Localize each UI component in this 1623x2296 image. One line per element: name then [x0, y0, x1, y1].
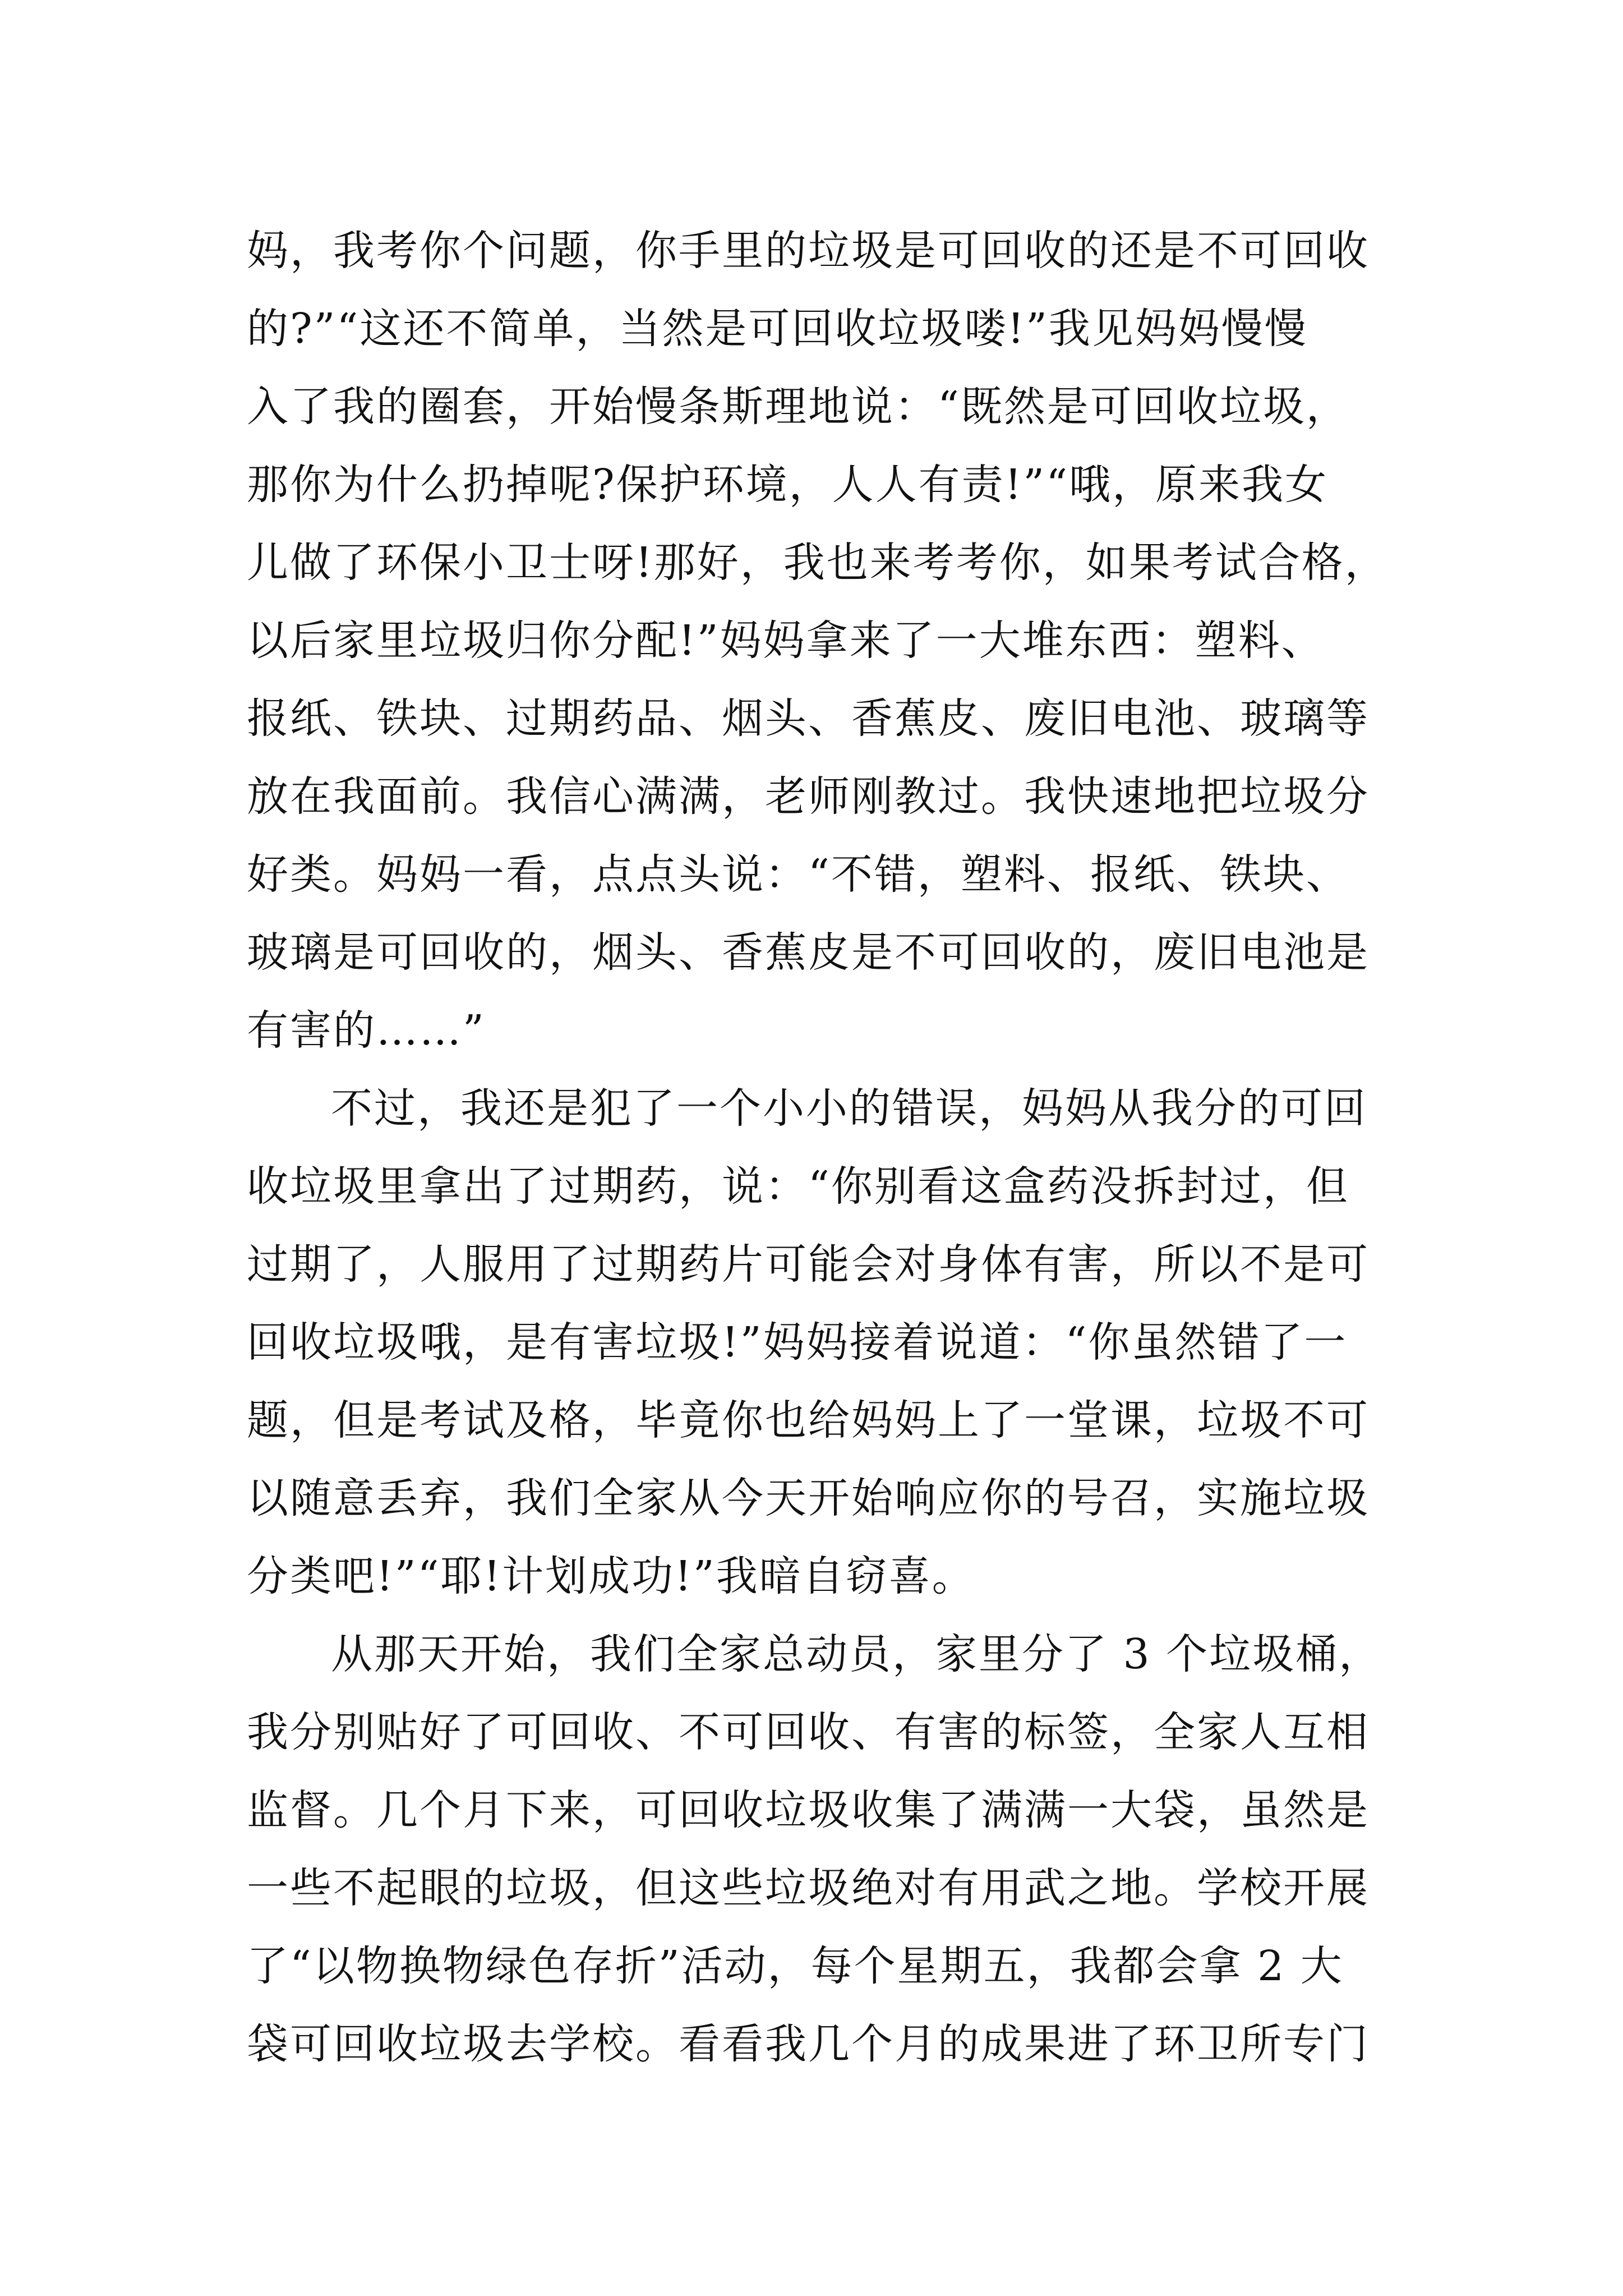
text-line: 以随意丢弃，我们全家从今天开始响应你的号召，实施垃圾 — [247, 1474, 1370, 1522]
paragraph-2 — [247, 1070, 1380, 1616]
text-line: 报纸、铁块、过期药品、烟头、香蕉皮、废旧电池、玻璃等 — [247, 694, 1370, 743]
text-line: 放在我面前。我信心满满，老师刚教过。我快速地把垃圾分 — [247, 772, 1370, 821]
text-line: 入了我的圈套，开始慢条斯理地说：“既然是可回收垃圾， — [247, 383, 1349, 431]
text-line: 监督。几个月下来，可回收垃圾收集了满满一大袋，虽然是 — [247, 1786, 1370, 1834]
text-line: 儿做了环保小卫士呀!那好，我也来考考你，如果考试合格， — [247, 539, 1388, 587]
text-line: 的?”“这还不简单，当然是可回收垃圾喽!”我见妈妈慢慢 — [247, 305, 1308, 353]
paragraph-1 — [247, 212, 1388, 1070]
text-line: 袋可回收垃圾去学校。看看我几个月的成果进了环卫所专门 — [247, 2020, 1370, 2068]
paragraph-3 — [247, 1616, 1380, 2083]
text-line: 收垃圾里拿出了过期药，说：“你别看这盒药没拆封过，但 — [247, 1162, 1349, 1211]
text-line: 不过，我还是犯了一个小小的错误，妈妈从我分的可回 — [331, 1084, 1367, 1133]
text-line: 那你为什么扔掉呢?保护环境，人人有责!”“哦，原来我女 — [247, 461, 1329, 509]
text-line: 了“以物换物绿色存折”活动，每个星期五，我都会拿 2 大 — [247, 1942, 1344, 1990]
text-line: 分类吧!”“耶!计划成功!”我暗自窃喜。 — [247, 1552, 975, 1600]
text-line: 题，但是考试及格，毕竟你也给妈妈上了一堂课，垃圾不可 — [247, 1396, 1370, 1444]
text-line: 妈，我考你个问题，你手里的垃圾是可回收的还是不可回收 — [247, 227, 1370, 275]
text-line: 过期了，人服用了过期药片可能会对身体有害，所以不是可 — [247, 1240, 1370, 1289]
text-line: 好类。妈妈一看，点点头说：“不错，塑料、报纸、铁块、 — [247, 850, 1349, 899]
text-line: 回收垃圾哦，是有害垃圾!”妈妈接着说道：“你虽然错了一 — [247, 1318, 1348, 1366]
text-line: 一些不起眼的垃圾，但这些垃圾绝对有用武之地。学校开展 — [247, 1864, 1370, 1912]
text-line: 以后家里垃圾归你分配!”妈妈拿来了一大堆东西：塑料、 — [247, 616, 1325, 665]
text-line: 有害的……” — [247, 1006, 486, 1055]
text-line: 我分别贴好了可回收、不可回收、有害的标签，全家人互相 — [247, 1708, 1370, 1756]
text-line: 玻璃是可回收的，烟头、香蕉皮是不可回收的，废旧电池是 — [247, 928, 1370, 977]
text-line: 从那天开始，我们全家总动员，家里分了 3 个垃圾桶， — [331, 1630, 1382, 1678]
document-body — [247, 212, 1388, 2083]
